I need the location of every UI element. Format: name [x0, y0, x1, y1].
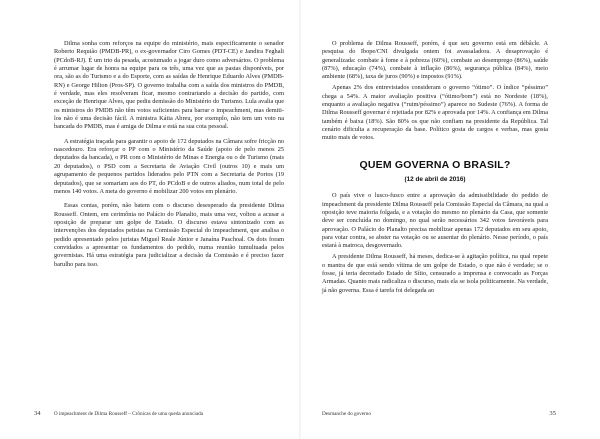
running-head: Desmanche do governo	[322, 411, 371, 417]
left-page-footer	[34, 410, 284, 417]
paragraph: O problema de Dilma Rousseff, porém, é que seu governo está em débâcle. A pesquisa do Ibope/CNI divulgada ontem foi avassaladora. A desaprovação é generalizada: combate à fome e à pobreza (60%), combate ao desemprego (86%), saúde (87%), educação (74%), combate à inflação (86%), segurança pública (84%), meio ambiente (68%), taxa de juros (90%) e impostos (91%).	[322, 40, 548, 81]
paragraph: Dilma sonha com reforços na equipe do ministério, mais especificamente o senador Roberto Requião (PMDB-PR), o ex-governador Ciro Gomes (PDT-CE) e Jandira Feghali (PCdoB-RJ). É um trio da pesada, acostumado a jogar duro como adversários. O problema é arrumar lugar de honra na equipe para os três, uma vez que as pastas disponíveis, por ora, são as do Turismo e a do Esporte, com as saídas de Henrique Eduardo Alves (PMDB-RN) e George Hilton (Pros-SP). O governo trabalha com a saída dos ministros do PMDB, é verdade, mas eles resolveram ficar, mesmo contrariando a decisão do partido, com exceção de Henrique Alves, que pediu demissão do Ministério do Turismo. Lula avalia que os ministros do PMDB não têm votos suficientes para barrar o impeachment, mas demiti-los não é uma decisão fácil. A ministra Kátia Abreu, por exemplo, não tem um voto na bancada do PMDB, mas é amiga de Dilma e está na sua cota pessoal.	[54, 40, 284, 131]
paragraph: A estratégia traçada para garantir o apoio de 172 deputados na Câmara sofre fricção no nascedouro. Era reforçar o PP com o Ministério da Saúde (apoio de pelo menos 25 deputados da bancada), o PR com o Ministério de Minas e Energia ou o de Turismo (mais 20 deputados), o PSD com a Secretaria de Aviação Civil (outros 10) e mais um agrupamento de pequenos partidos liderados pelo PTN com a Secretaria de Portos (19 deputados), que se somariam aos do PT, do PCdoB e de outros aliados, num total de pelo menos 140 votos. A meta do governo é mobilizar 200 votos em plenário.	[54, 137, 284, 195]
paragraph: A presidente Dilma Rousseff, há meses, dedica-se à agitação política, na qual repete o mantra de que está sendo vítima de um golpe de Estado, o que não é verdade; se o fosse, já teria decretado Estado de Sítio, censurado a imprensa e convocado as Forças Armadas. Quanto mais radicaliza o discurso, mais ela se isola politicamente. Na verdade, já não governa. Essa é tarefa foi delegada ao	[322, 253, 548, 294]
page-number: 35	[549, 410, 556, 417]
paragraph: Essas contas, porém, não batem com o discurso desesperado da presidente Dilma Rousseff. Ontem, em cerimônia no Palácio do Planalto, mais uma vez, voltou a acusar a oposição de preparar um golpe de Estado. O discurso estava sintonizado com as intervenções dos deputados petistas na Comissão Especial do impeachment, que analisa o pedido apresentado pelos juristas Miguel Reale Júnior e Janaína Paschoal. Os dois foram convidados a apresentar os fundamentos do pedido, numa reunião tumultuada pelos governistas. Há uma estratégia para judicializar a decisão da Comissão e é preciso fazer barulho para isso.	[54, 202, 284, 268]
gutter	[299, 0, 301, 439]
paragraph: Apenas 2% dos entrevistados consideram o governo “ótimo”. O índice “péssimo” chega a 54%. A maior avaliação positiva (“ótimo/bom”) está no Nordeste (18%), enquanto a avaliação negativa (“ruim/péssimo”) aparece no Sudeste (76%). A forma de Dilma Rousseff governar é rejeitada por 82% e aprovada por 14%. A confiança em Dilma também é baixa (18%). São 80% os que não confiam na presidente da República. Tal cenário dificulta a recuperação da base. Político gosta de cargos e verbas, mas gosta muito mais de votos.	[322, 84, 548, 142]
right-page-text	[322, 40, 548, 295]
page-number: 34	[34, 410, 41, 417]
right-page	[300, 0, 600, 439]
chapter-title: QUEM GOVERNA O BRASIL?	[359, 158, 511, 171]
paragraph: O país vive o lusco-fusco entre a aprovação da admissibilidade do pedido de impeachment da presidente Dilma Rousseff pela Comissão Especial da Câmara, na qual a oposição teve maioria folgada, e a votação do mesmo no plenário da Casa, que somente deve ser concluída no domingo, no qual serão necessários 342 votos favoráveis para aprovação. O Palácio do Planalto precisa mobilizar apenas 172 deputados em seu apoio, para votar contra, se abster na votação ou se ausentar do plenário. Nesse período, o país estará à matroca, desgovernado.	[322, 192, 548, 250]
chapter-date: (12 de abril de 2016)	[404, 175, 466, 183]
left-page-text	[54, 40, 284, 269]
right-page-footer	[322, 411, 556, 417]
running-head: O impeachment de Dilma Rousseff – Crônicas de uma queda anunciada	[53, 411, 204, 417]
